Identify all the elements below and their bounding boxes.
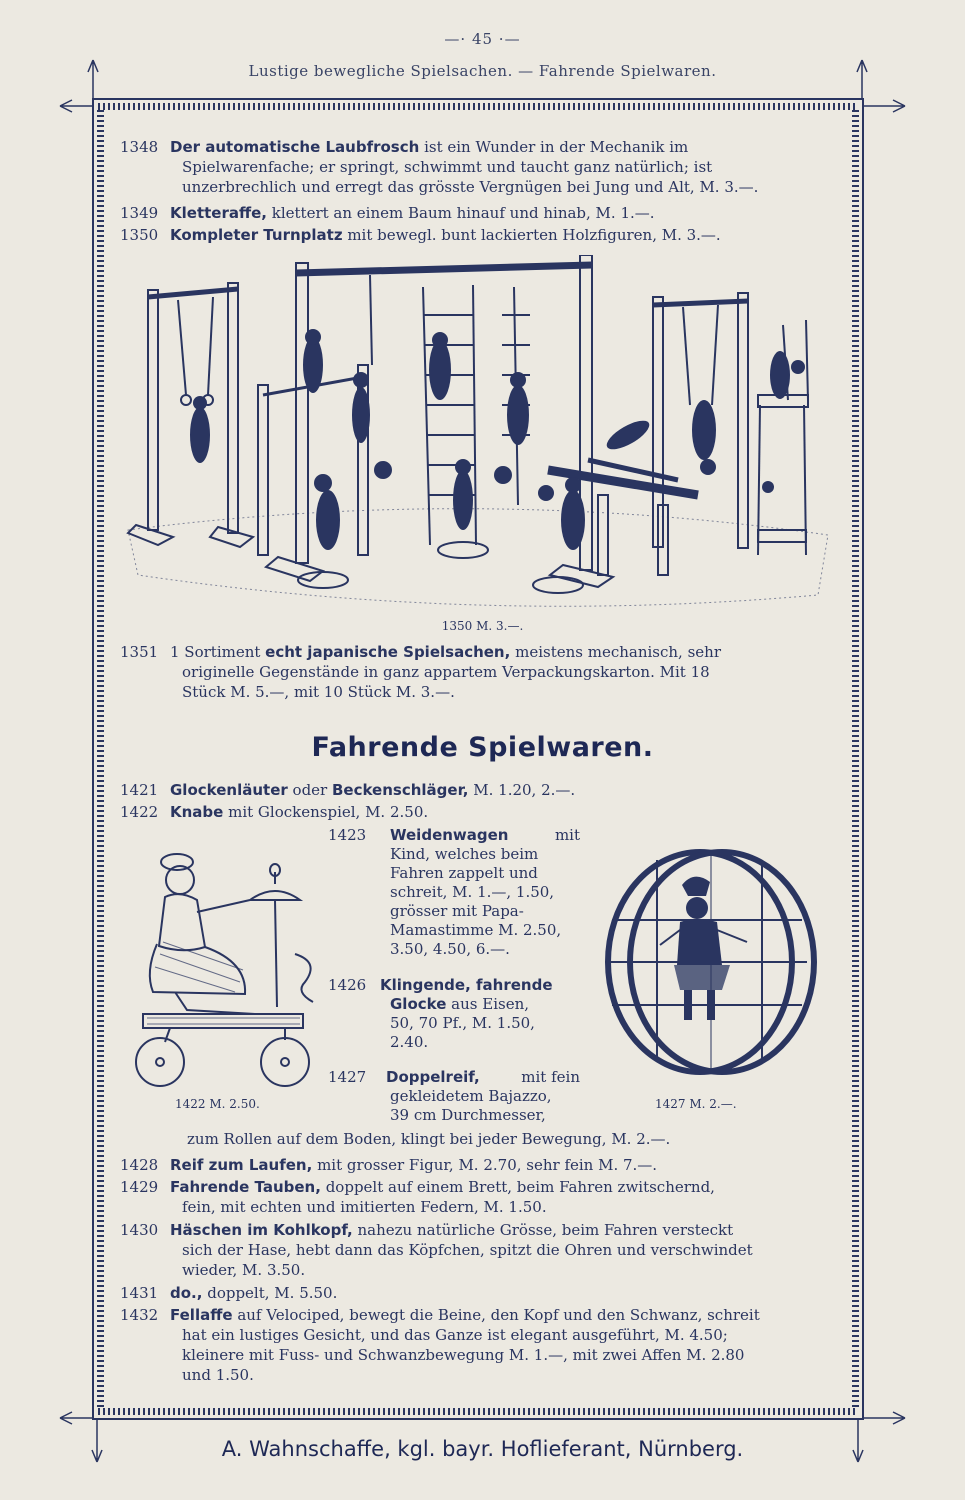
entry-1349: [120, 203, 840, 223]
section-title: Fahrende Spielwaren.: [311, 732, 654, 763]
entry-text: Kind, welches beim: [390, 845, 539, 863]
boy-bell-cart-illustration: [135, 842, 330, 1092]
entry-text: meistens mechanisch, sehr: [510, 643, 721, 661]
entry-1350: [120, 225, 840, 245]
entry-number: 1349: [120, 204, 159, 222]
double-hoop-illustration: [582, 830, 832, 1085]
running-title: Lustige bewegliche Spielsachen. — Fahrende Spielwaren.: [248, 62, 717, 80]
entry-number: 1348: [120, 138, 159, 156]
entry-1427: [328, 1068, 580, 1125]
entry-1430: [120, 1220, 840, 1280]
entry-text: 2.40.: [390, 1033, 429, 1051]
entry-title: Reif zum Laufen,: [170, 1156, 313, 1174]
entry-text: Spielwarenfache; er springt, schwimmt und taucht ganz natürlich; ist: [182, 158, 713, 176]
entry-number: 1422: [120, 803, 159, 821]
entry-text: sich der Hase, hebt dann das Köpfchen, spitzt die Ohren und verschwindet: [182, 1241, 753, 1259]
entry-text: mit bewegl. bunt lackierten Holzfiguren, M. 3.—.: [342, 226, 721, 244]
entry-title: Kletteraffe,: [170, 204, 267, 222]
gym-illustration: [118, 255, 838, 615]
entry-title: Fellaffe: [170, 1306, 233, 1324]
entry-title: Beckenschläger,: [331, 781, 469, 799]
entry-1348: [120, 137, 840, 197]
entry-text: aus Eisen,: [446, 995, 529, 1013]
entry-number: 1429: [120, 1178, 159, 1196]
entry-title: Weidenwagen: [390, 826, 509, 844]
entry-title: do.,: [170, 1284, 203, 1302]
figure-caption-1422: 1422 M. 2.50.: [175, 1097, 260, 1111]
entry-number: 1431: [120, 1284, 159, 1302]
entry-title: Kompleter Turnplatz: [170, 226, 343, 244]
entry-text: Mamastimme M. 2.50,: [390, 921, 562, 939]
entry-number: 1350: [120, 226, 159, 244]
entry-text: doppelt auf einem Brett, beim Fahren zwitschernd,: [320, 1178, 715, 1196]
entry-text: nahezu natürliche Grösse, beim Fahren versteckt: [352, 1221, 734, 1239]
entry-title: Fahrende Tauben,: [170, 1178, 321, 1196]
entry-text: grösser mit Papa-: [390, 902, 524, 920]
entry-1421: [120, 780, 840, 800]
entry-text: mit grosser Figur, M. 2.70, sehr fein M. 7.—.: [312, 1156, 658, 1174]
entry-text: Fahren zappelt und: [390, 864, 538, 882]
entry-1423: [328, 826, 580, 959]
entry-number: 1426: [328, 976, 367, 994]
entry-1427-continuation: zum Rollen auf dem Boden, klingt bei jeder Bewegung, M. 2.—.: [187, 1130, 671, 1148]
entry-text: ist ein Wunder in der Mechanik im: [419, 138, 689, 156]
entry-number: 1421: [120, 781, 159, 799]
entry-text: Stück M. 5.—, mit 10 Stück M. 3.—.: [182, 683, 455, 701]
entry-text: 1 Sortiment: [170, 643, 266, 661]
entry-number: 1428: [120, 1156, 159, 1174]
entry-1432: [120, 1305, 840, 1385]
entry-text: mit fein: [521, 1068, 580, 1086]
entry-text: 50, 70 Pf., M. 1.50,: [390, 1014, 535, 1032]
entry-text: kleinere mit Fuss- und Schwanzbewegung M. 1.—, mit zwei Affen M. 2.80: [182, 1346, 745, 1364]
entry-text: 39 cm Durchmesser,: [390, 1106, 546, 1124]
entry-text: klettert an einem Baum hinauf und hinab, M. 1.—.: [267, 204, 655, 222]
entry-1351: [120, 642, 840, 702]
entry-title: echt japanische Spielsachen,: [265, 643, 511, 661]
entry-number: 1351: [120, 643, 159, 661]
entry-text: doppelt, M. 5.50.: [202, 1284, 338, 1302]
figure-caption-1350: 1350 M. 3.—.: [441, 619, 524, 633]
page-number: —· 45 ·—: [444, 30, 521, 48]
entry-text: auf Velociped, bewegt die Beine, den Kopf und den Schwanz, schreit: [232, 1306, 760, 1324]
entry-text: mit Glockenspiel, M. 2.50.: [223, 803, 429, 821]
entry-1428: [120, 1155, 840, 1175]
entry-title: Der automatische Laubfrosch: [170, 138, 420, 156]
entry-title: Glocke: [390, 995, 447, 1013]
entry-text: schreit, M. 1.—, 1.50,: [390, 883, 555, 901]
entry-title: Klingende, fahrende: [380, 976, 553, 994]
entry-title: Glockenläuter: [170, 781, 288, 799]
entry-title: Häschen im Kohlkopf,: [170, 1221, 353, 1239]
entry-number: 1427: [328, 1068, 367, 1086]
entry-1422: [120, 802, 840, 822]
entry-1431: [120, 1283, 840, 1303]
entry-text: M. 1.20, 2.—.: [468, 781, 576, 799]
entry-text: und 1.50.: [182, 1366, 254, 1384]
publisher-footer: A. Wahnschaffe, kgl. bayr. Hoflieferant, Nürnberg.: [221, 1437, 744, 1461]
figure-caption-1427: 1427 M. 2.—.: [655, 1097, 737, 1111]
entry-text: fein, mit echten und imitierten Federn, M. 1.50.: [182, 1198, 547, 1216]
entry-title: Knabe: [170, 803, 224, 821]
entry-number: 1430: [120, 1221, 159, 1239]
entry-text: mit: [554, 826, 580, 844]
entry-text: originelle Gegenstände in ganz appartem Verpackungskarton. Mit 18: [182, 663, 710, 681]
entry-title: Doppelreif,: [386, 1068, 480, 1086]
entry-number: 1432: [120, 1306, 159, 1324]
entry-1429: [120, 1177, 840, 1217]
entry-text: oder: [287, 781, 332, 799]
entry-text: gekleidetem Bajazzo,: [390, 1087, 552, 1105]
entry-1426: [328, 976, 588, 1052]
entry-number: 1423: [328, 826, 367, 844]
entry-text: 3.50, 4.50, 6.—.: [390, 940, 510, 958]
entry-text: hat ein lustiges Gesicht, und das Ganze ist elegant ausgeführt, M. 4.50;: [182, 1326, 728, 1344]
entry-text: unzerbrechlich und erregt das grösste Vergnügen bei Jung und Alt, M. 3.—.: [182, 178, 759, 196]
entry-text: wieder, M. 3.50.: [182, 1261, 306, 1279]
